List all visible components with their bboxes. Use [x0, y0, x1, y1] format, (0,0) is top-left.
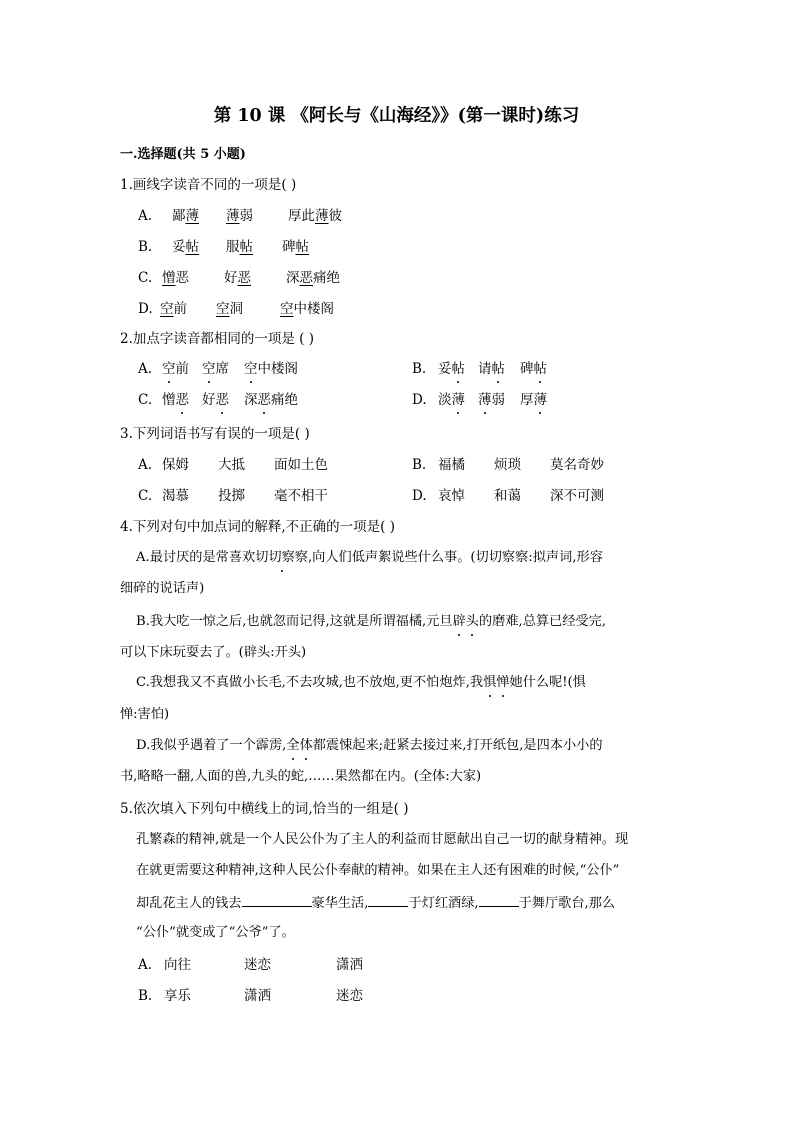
dotted-char: 空	[202, 361, 216, 377]
option-label: A.	[138, 957, 153, 973]
dotted-char: 恶	[257, 392, 271, 408]
option-word: 潇洒	[244, 988, 271, 1004]
question-1-stem: 1.画线字读音不同的一项是( )	[120, 177, 297, 193]
dotted-char: 空	[162, 361, 176, 377]
option-word: 面如土色	[274, 457, 328, 473]
q1-option-b	[138, 237, 309, 257]
dotted-char: 头	[466, 612, 479, 632]
q2-option-c	[138, 390, 298, 410]
dotted-char: 辟	[453, 612, 466, 632]
word-part: 彼	[328, 208, 342, 224]
dotted-char: 帖	[533, 361, 547, 377]
dotted-char: 惮	[496, 673, 509, 693]
option-label: D.	[412, 488, 427, 504]
option-label: B.	[138, 988, 153, 1004]
question-2-stem: 2.加点字读音都相同的一项是 ( )	[120, 331, 314, 347]
word-part: 席	[215, 361, 229, 377]
q4-option-b-line2: 可以下床玩耍去了。(辟头:开头)	[120, 645, 307, 660]
underlined-char: 薄	[315, 208, 329, 224]
word-part: 好	[224, 270, 238, 286]
option-label: B.	[138, 239, 153, 255]
dotted-char: 体	[300, 736, 313, 756]
option-word: 大抵	[218, 457, 245, 473]
q2-option-b	[412, 359, 547, 379]
word-part: 中楼阁	[293, 301, 334, 317]
text-run: A.最讨厌的是常喜欢	[136, 550, 256, 565]
text-run: 于灯红酒绿,	[408, 896, 479, 911]
q5-option-b-words	[164, 986, 363, 1006]
dotted-char: 薄	[533, 392, 547, 408]
option-label: C.	[138, 392, 153, 408]
dotted-char: 帖	[491, 361, 505, 377]
option-word: 投掷	[218, 488, 245, 504]
underlined-char: 憎	[162, 270, 176, 286]
option-word: 哀悼	[438, 488, 465, 504]
option-word: 迷恋	[336, 988, 363, 1004]
word-part: 淡	[438, 392, 452, 408]
text-run: 豪华生活,	[311, 896, 369, 911]
dotted-char: 薄	[451, 392, 465, 408]
q2-option-d	[412, 390, 547, 410]
question-5-stem: 5.依次填入下列句中横线上的词,恰当的一组是( )	[120, 801, 409, 817]
dotted-char: 空	[244, 361, 258, 377]
q5-passage-line2: 在就更需要这种精神,这种人民公仆奉献的精神。如果在主人还有困难的时候,“公仆”	[136, 863, 620, 878]
option-word: 福橘	[438, 457, 465, 473]
option-label: C.	[138, 270, 153, 286]
underlined-char: 帖	[295, 239, 309, 255]
underlined-char: 空	[216, 301, 230, 317]
text-run: 的磨难,总算已经受完,	[478, 614, 607, 629]
word-part: 弱	[239, 208, 253, 224]
text-run: 她什么呢!(惧	[509, 675, 586, 690]
option-word: 保姆	[162, 457, 189, 473]
dotted-char: 恶	[175, 392, 189, 408]
underlined-char: 恶	[237, 270, 251, 286]
option-word: 向往	[164, 957, 191, 973]
q4-option-c-line1	[136, 673, 586, 693]
q4-option-a-line1	[136, 548, 603, 568]
underlined-char: 帖	[185, 239, 199, 255]
word-part: 妥	[438, 361, 452, 377]
q3-option-b	[412, 455, 604, 475]
word-part: 厚此	[288, 208, 315, 224]
text-run: C.我想我又不真做小长毛,不去攻城,也不放炮,更不怕炮炸,我	[136, 675, 484, 690]
q4-option-a-line2: 细碎的说话声)	[120, 581, 205, 596]
option-label: D.	[138, 301, 153, 317]
word-part: 痛绝	[313, 270, 340, 286]
word-part: 憎	[162, 392, 176, 408]
q4-option-c-line2: 惮:害怕)	[120, 707, 170, 722]
q4-option-b-line1	[136, 612, 606, 632]
q5-option-a-words	[164, 955, 363, 975]
text-run: D.我似乎遇着了一个霹雳,	[136, 738, 287, 753]
word-part: 洞	[229, 301, 243, 317]
q5-passage-line4: “公仆”就变成了“公爷”了。	[136, 925, 295, 940]
fill-blank-2[interactable]	[368, 892, 408, 907]
word-part: 服	[226, 239, 240, 255]
word-part: 前	[175, 361, 189, 377]
q3-option-c	[138, 486, 328, 506]
word-part: 请	[478, 361, 492, 377]
q3-option-a	[138, 455, 328, 475]
dotted-char: 惧	[483, 673, 496, 693]
option-word: 迷恋	[244, 957, 271, 973]
underlined-char: 薄	[185, 208, 199, 224]
text-run: ,向人们低声絮说些什么事。(切切察察:拟声词,形容	[307, 550, 603, 565]
word-part: 弱	[491, 392, 505, 408]
word-part: 痛绝	[271, 392, 298, 408]
option-word: 深不可测	[550, 488, 604, 504]
underlined-char: 恶	[299, 270, 313, 286]
question-4-stem: 4.下列对句中加点词的解释,不正确的一项是( )	[120, 519, 395, 535]
word-part: 深	[244, 392, 258, 408]
dotted-phrase: 切切察察	[255, 548, 308, 568]
fill-blank-1[interactable]	[242, 892, 312, 907]
word-part: 碑	[282, 239, 296, 255]
option-label: C.	[138, 488, 153, 504]
q4-option-d-line1	[136, 736, 603, 756]
underlined-char: 帖	[239, 239, 253, 255]
q3-option-d	[412, 486, 604, 506]
underlined-char: 空	[160, 301, 174, 317]
word-part: 好	[202, 392, 216, 408]
underlined-char: 薄	[226, 208, 240, 224]
dotted-char: 薄	[478, 392, 492, 408]
option-word: 和蔼	[494, 488, 521, 504]
q1-option-c	[138, 268, 340, 288]
q4-option-d-line2: 书,略略一翻,人面的兽,九头的蛇,……果然都在内。(全体:大家)	[120, 769, 482, 784]
section-heading: 一.选择题(共 5 小题)	[120, 147, 246, 162]
text-run: 于舞厅歌台,那么	[518, 896, 616, 911]
option-label: A.	[138, 361, 153, 377]
option-word: 烦琐	[494, 457, 521, 473]
option-label: D.	[412, 392, 427, 408]
q1-option-d	[138, 299, 334, 319]
word-part: 厚	[520, 392, 534, 408]
option-word: 享乐	[164, 988, 191, 1004]
q5-option-b	[138, 986, 152, 1006]
underlined-char: 空	[280, 301, 294, 317]
dotted-char: 全	[286, 736, 299, 756]
fill-blank-3[interactable]	[479, 892, 519, 907]
dotted-char: 帖	[451, 361, 465, 377]
text-run: B.我大吃一惊之后,也就忽而记得,这就是所谓福橘,元旦	[136, 614, 453, 629]
option-word: 莫名奇妙	[550, 457, 604, 473]
word-part: 妥	[172, 239, 186, 255]
text-run: 都震悚起来;赶紧去接过来,打开纸包,是四本小小的	[312, 738, 603, 753]
dotted-char: 恶	[215, 392, 229, 408]
word-part: 鄙	[172, 208, 186, 224]
option-label: A.	[138, 208, 153, 224]
option-word: 毫不相干	[274, 488, 328, 504]
word-part: 中楼阁	[257, 361, 298, 377]
option-label: B.	[412, 361, 427, 377]
word-part: 前	[173, 301, 187, 317]
text-run: 却乱花主人的钱去	[136, 896, 242, 911]
question-3-stem: 3.下列词语书写有误的一项是( )	[120, 426, 310, 442]
option-label: A.	[138, 457, 153, 473]
option-word: 潇洒	[336, 957, 363, 973]
page-title: 第 10 课 《阿长与《山海经》》(第一课时)练习	[213, 106, 580, 126]
q5-passage-line1: 孔繁森的精神,就是一个人民公仆为了主人的利益而甘愿献出自己一切的献身精神。现	[136, 832, 629, 847]
option-label: B.	[412, 457, 427, 473]
word-part: 恶	[175, 270, 189, 286]
q5-passage-line3	[136, 892, 615, 914]
word-part: 碑	[520, 361, 534, 377]
q2-option-a	[138, 359, 298, 379]
q1-option-a	[138, 206, 342, 226]
word-part: 深	[286, 270, 300, 286]
option-word: 渴慕	[162, 488, 189, 504]
